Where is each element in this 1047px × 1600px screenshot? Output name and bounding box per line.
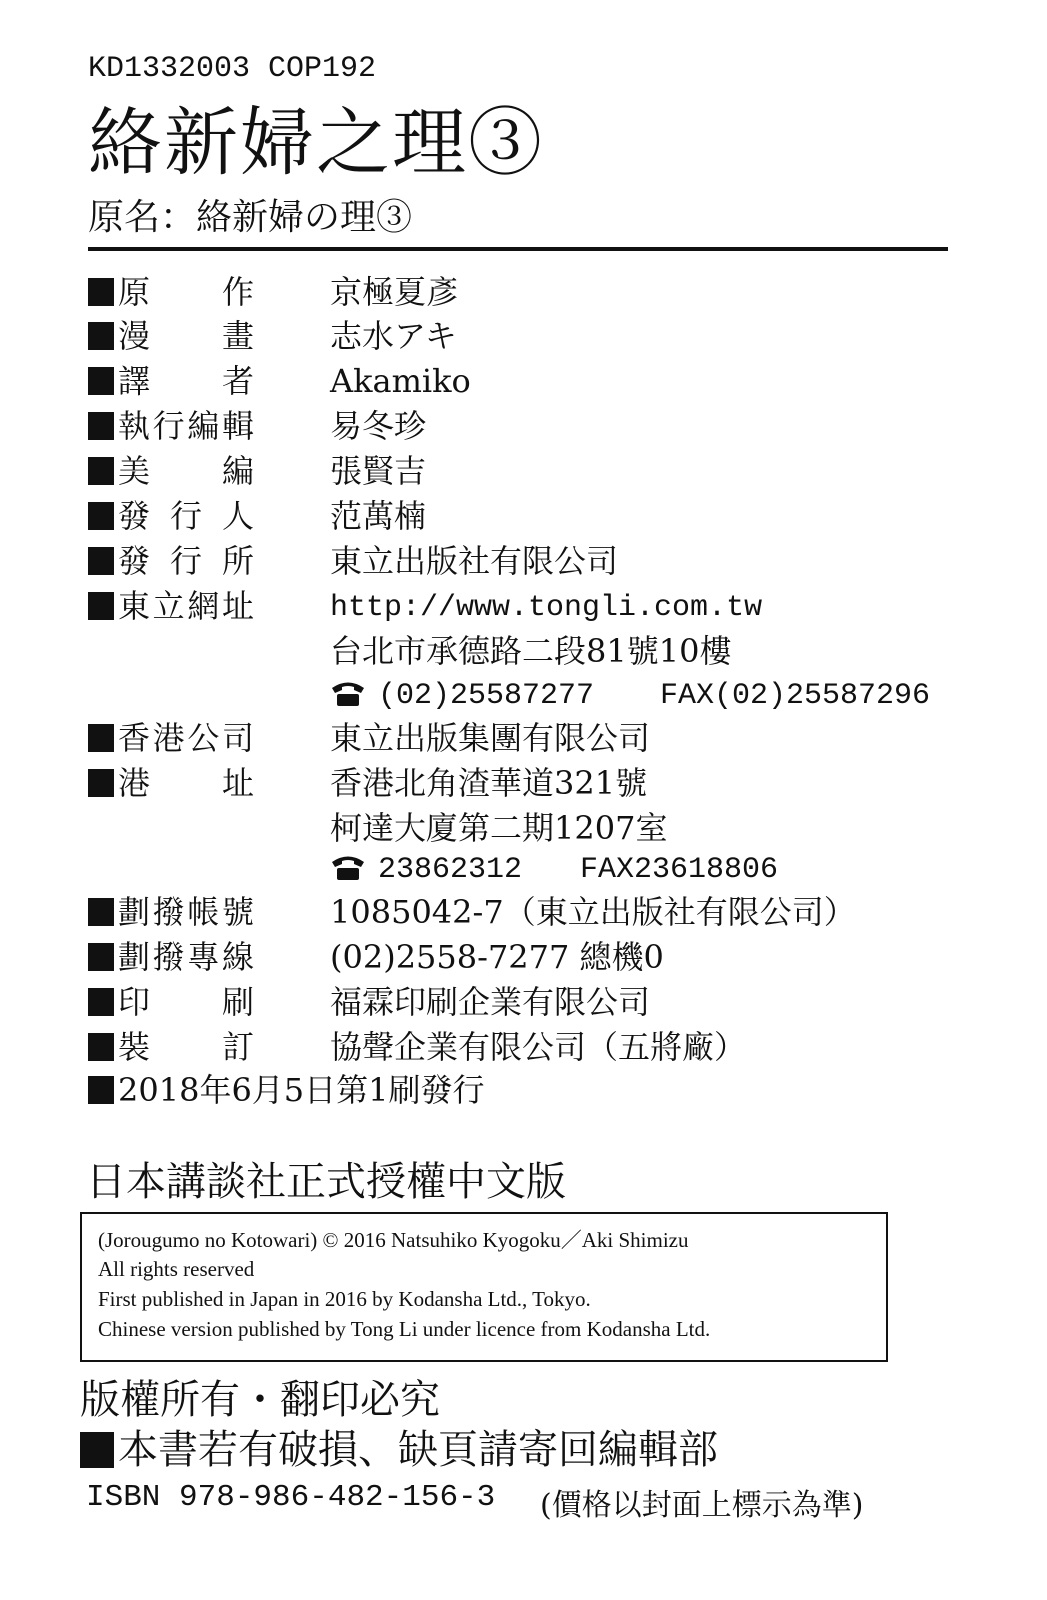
- credit-label-postal-account: 劃撥帳號: [88, 892, 254, 932]
- credit-label-publisher: 發 行 人: [88, 496, 254, 536]
- hk-address-line2: 柯達大廈第二期1207室: [330, 809, 668, 847]
- bullet-square-icon: [88, 367, 114, 395]
- bullet-square-icon: [88, 412, 114, 440]
- title-divider: [88, 247, 948, 251]
- first-published-line: First published in Japan in 2016 by Kodansha Ltd., Tokyo.: [98, 1287, 591, 1311]
- rights-statement: 版權所有・翻印必究: [80, 1377, 440, 1423]
- bullet-square-icon: [88, 322, 114, 350]
- credit-label-binding: 裝 訂: [88, 1027, 254, 1067]
- chinese-version-line: Chinese version published by Tong Li under licence from Kodansha Ltd.: [98, 1317, 711, 1341]
- credit-value-translator: Akamiko: [330, 362, 471, 400]
- credit-value-original-author: 京極夏彥: [330, 273, 459, 311]
- isbn: ISBN 978-986-482-156-3: [86, 1480, 496, 1515]
- book-title: 絡新婦之理③: [88, 100, 544, 186]
- credit-value-printer: 福霖印刷企業有限公司: [330, 983, 651, 1021]
- damage-notice: 本書若有破損、缺頁請寄回編輯部: [80, 1426, 718, 1474]
- rights-reserved-line: All rights reserved: [98, 1257, 255, 1281]
- credit-value-publishing-house: 東立出版社有限公司: [330, 542, 619, 580]
- bullet-square-icon: [88, 457, 114, 485]
- bullet-square-icon: [88, 943, 114, 971]
- bullet-square-icon: [88, 724, 114, 752]
- credit-label-original-author: 原 作: [88, 272, 254, 312]
- credit-value-publisher: 范萬楠: [330, 497, 427, 535]
- credit-label-editor: 執行編輯: [88, 406, 254, 446]
- bullet-square-icon: [88, 592, 114, 620]
- book-code: KD1332003 COP192: [88, 52, 377, 86]
- credit-label-artist: 漫 畫: [88, 316, 254, 356]
- bullet-square-icon: [88, 502, 114, 530]
- phone-icon: [330, 853, 366, 881]
- bullet-square-icon: [88, 278, 114, 306]
- bullet-square-icon: [88, 769, 114, 797]
- bullet-square-icon: [88, 1076, 114, 1104]
- hk-fax: FAX23618806: [580, 853, 779, 887]
- license-notice: 日本講談社正式授權中文版: [86, 1159, 566, 1205]
- website-url: http://www.tongli.com.tw: [330, 591, 763, 625]
- hk-phone-line: 23862312: [330, 850, 522, 890]
- phone-icon: [330, 679, 366, 707]
- bullet-square-icon: [88, 898, 114, 926]
- credit-label-art-editor: 美 編: [88, 451, 254, 491]
- hk-company-value: 東立出版集團有限公司: [330, 719, 651, 757]
- credit-label-website: 東立網址: [88, 586, 254, 626]
- credit-value-binding: 協聲企業有限公司（五將廠）: [330, 1028, 747, 1066]
- credit-value-art-editor: 張賢吉: [330, 452, 427, 490]
- credit-label-publishing-house: 發 行 所: [88, 541, 254, 581]
- credit-value-postal-hotline: (02)2558-7277 總機0: [330, 938, 664, 976]
- price-note: (價格以封面上標示為準): [540, 1488, 864, 1523]
- edition-date: 2018年6月5日第1刷發行: [88, 1070, 485, 1110]
- bullet-square-icon: [80, 1432, 114, 1468]
- hk-address-line1: 香港北角渣華道321號: [330, 764, 648, 802]
- bullet-square-icon: [88, 988, 114, 1016]
- copyright-line: (Jorougumo no Kotowari) © 2016 Natsuhiko Kyogoku／Aki Shimizu: [98, 1228, 689, 1252]
- credit-value-postal-account: 1085042-7（東立出版社有限公司）: [330, 893, 856, 931]
- hk-company-label: 香港公司: [88, 718, 254, 758]
- credit-value-artist: 志水アキ: [330, 317, 457, 355]
- credit-label-postal-hotline: 劃撥專線: [88, 937, 254, 977]
- taipei-phone-line: (02)25587277: [330, 676, 594, 716]
- bullet-square-icon: [88, 547, 114, 575]
- credit-label-translator: 譯 者: [88, 361, 254, 401]
- taipei-fax: FAX(02)25587296: [660, 679, 931, 713]
- bullet-square-icon: [88, 1033, 114, 1061]
- taipei-address: 台北市承德路二段81號10樓: [330, 632, 732, 670]
- hk-address-label: 港 址: [88, 763, 254, 803]
- credit-value-editor: 易冬珍: [330, 407, 427, 445]
- credit-label-printer: 印 刷: [88, 982, 254, 1022]
- original-title: 原名：絡新婦の理③: [88, 197, 413, 238]
